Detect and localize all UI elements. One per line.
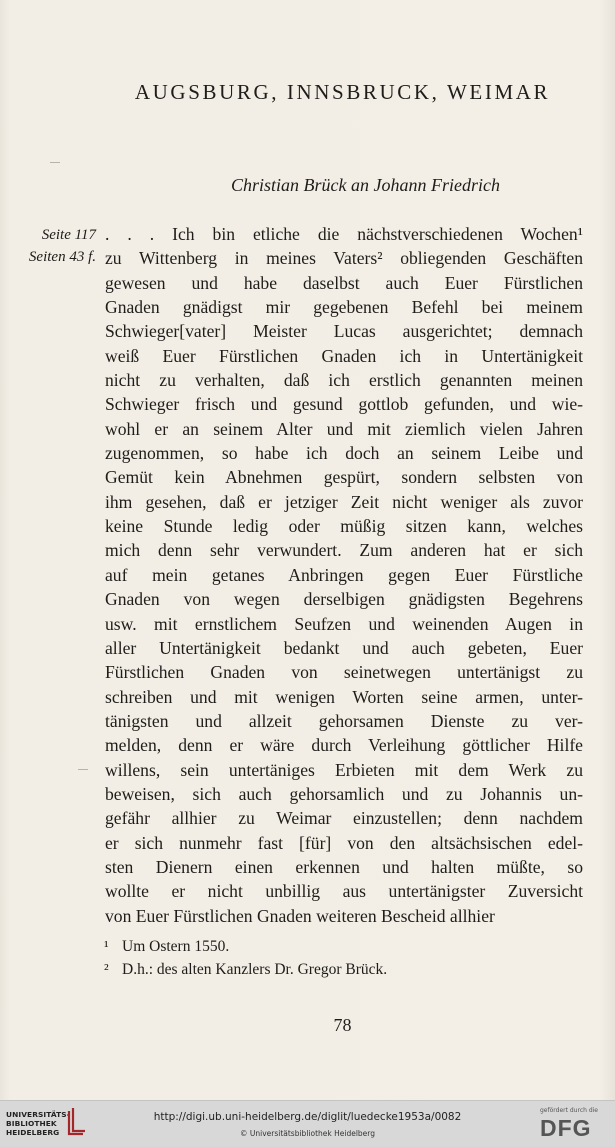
permalink-url[interactable]: http://digi.ub.uni-heidelberg.de/diglit/luedecke1953a/0082: [153, 1111, 462, 1123]
footnotes: [104, 935, 582, 981]
text-line: auf mein getanes Anbringen gegen Euer Fürstliche: [105, 564, 583, 585]
dfg-logo: DFG: [540, 1115, 592, 1141]
text-line: zu Wittenberg in meines Vaters² obliegenden Geschäften: [105, 248, 583, 269]
text-line: aller Untertänigkeit bedankt und auch gebeten, Euer: [105, 637, 583, 658]
text-line: nicht zu verhalten, daß ich erstlich genannten meinen: [105, 370, 583, 391]
text-line: wollte er nicht unbillig aus untertänigster Zuversicht: [105, 881, 583, 902]
text-line: usw. mit ernstlichem Seufzen und weinenden Augen in: [105, 613, 583, 634]
margin-note-pages: Seiten 43 f.: [28, 249, 96, 265]
text-line: zugenommen, so habe ich doch an seinem Leibe und: [105, 443, 583, 464]
copyright-text: © Universitätsbibliothek Heidelberg: [239, 1129, 375, 1138]
footnote-number: ¹: [104, 938, 109, 955]
text-line: ihm gesehen, daß er jetziger Zeit nicht weniger als zuvor: [105, 491, 583, 512]
text-line: keine Stunde ledig oder müßig sitzen kann, welches: [105, 516, 583, 537]
text-line: tänigsten und allzeit gehorsamen Dienste zu ver-: [105, 710, 583, 731]
text-line: . . . Ich bin etliche die nächstverschiedenen Wochen¹: [105, 224, 583, 244]
letter-body: [105, 222, 583, 928]
text-line: willens, sein untertäniges Erbieten mit dem Werk zu: [105, 759, 583, 780]
margin-note-page: Seite 117: [41, 227, 96, 243]
text-line: Gnaden von wegen derselbigen gnädigsten Begehrens: [105, 589, 583, 610]
library-name-line: BIBLIOTHEK: [6, 1119, 57, 1128]
text-line: Schwieger[vater] Meister Lucas ausgerichtet; demnach: [105, 321, 583, 342]
running-head: AUGSBURG, INNSBRUCK, WEIMAR: [134, 80, 551, 104]
letter-title: Christian Brück an Johann Friedrich: [231, 175, 500, 195]
text-line: beweisen, sich auch gehorsamlich und zu Johannis un-: [105, 783, 583, 804]
library-name-line: HEIDELBERG: [6, 1128, 60, 1137]
footnote-number: ²: [104, 961, 109, 978]
page-mark: [50, 162, 60, 163]
footnote-text: Um Ostern 1550.: [122, 938, 230, 955]
footnote: [104, 958, 582, 981]
text-line: wohl er an seinem Alter und mit ziemlich vielen Jahren: [105, 418, 583, 439]
text-line: gefähr allhier zu Weimar einzustellen; denn nachdem: [105, 808, 583, 829]
text-line: mich denn sehr verwundert. Zum anderen hat er sich: [105, 540, 583, 561]
footnote: [104, 935, 582, 958]
page-mark: [78, 769, 88, 770]
footnote-text: D.h.: des alten Kanzlers Dr. Gregor Brück.: [122, 961, 388, 978]
page-number: 78: [333, 1015, 352, 1035]
text-line: sten Dienern einen erkennen und halten müßte, so: [105, 856, 583, 877]
text-line: schreiben und mit wenigen Worten seine armen, unter-: [105, 686, 583, 707]
funder-note: gefördert durch die: [540, 1107, 598, 1114]
text-line: Schwieger frisch und gesund gottlob gefunden, und wie-: [105, 394, 583, 415]
text-line: von Euer Fürstlichen Gnaden weiteren Bescheid allhier: [105, 905, 495, 926]
text-line: weiß Euer Fürstlichen Gnaden ich in Untertänigkeit: [105, 345, 583, 366]
text-line: Gnaden gnädigst mir gegebenen Befehl bei meinem: [105, 297, 583, 318]
text-line: Gemüt kein Abnehmen gespürt, sondern selbsten von: [105, 467, 583, 488]
text-line: gewesen und habe daselbst auch Euer Fürstlichen: [105, 272, 583, 293]
text-line: er sich nunmehr fast [für] von den altsächsischen edel-: [105, 832, 583, 853]
library-name-line: UNIVERSITÄTS-: [6, 1110, 70, 1119]
text-line: Fürstlichen Gnaden von seinetwegen untertänigst zu: [105, 662, 583, 683]
viewer-footer: [0, 1100, 615, 1147]
text-line: melden, denn er wäre durch Verleihung göttlicher Hilfe: [105, 735, 583, 756]
